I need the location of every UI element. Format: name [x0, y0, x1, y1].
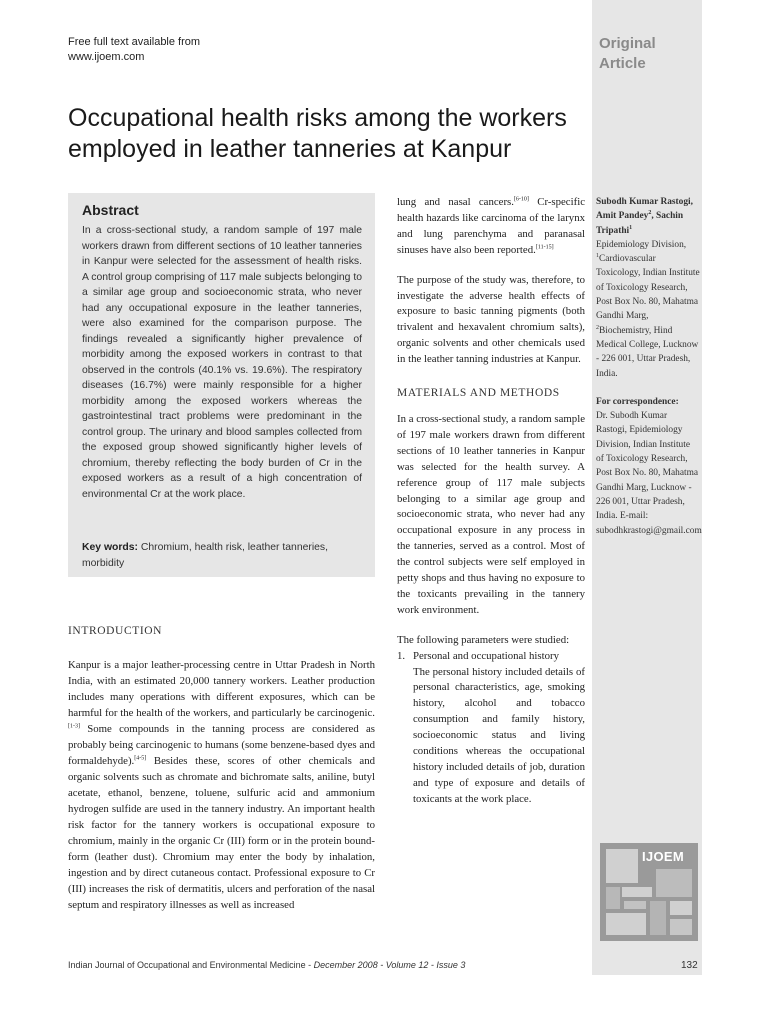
- intro-text-part: Some compounds in the tanning process are considered as probably being carcinogenic to humans (some benzene-based dyes and formaldehyde).: [68, 723, 375, 767]
- paragraph-methods: In a cross-sectional study, a random sample of 197 male workers drawn from different sections of 10 leather tanneries in Kanpur was selected for the health survey. A reference group of 117 male subjects belonging to a similar age group and socioeconomic strata, who never had any occupational exposure in any process in the tanneries, served as a control. Most of the control subjects were self employed in petty shops and thus having no exposure to the toxicants prevailing in the tannery work environment.: [397, 412, 585, 616]
- second-column: [397, 195, 585, 808]
- footer-issue: December 2008 - Volume 12 - Issue 3: [313, 960, 466, 970]
- intro-text-part: Kanpur is a major leather-processing centre in Uttar Pradesh in North India, with an estimated 20,000 tannery workers. Leather production includes many operations with different exposures, which can be harmful for the health of the workers, and particularly be carcinogenic.: [68, 659, 375, 719]
- footer-journal: Indian Journal of Occupational and Environmental Medicine -: [68, 960, 314, 970]
- free-text-line: Free full text available from: [68, 36, 201, 48]
- author-sup: 2: [648, 210, 652, 217]
- citation-ref[interactable]: [4-5]: [134, 755, 147, 762]
- affiliation-text: Biochemistry, Hind Medical College, Lucknow - 226 001, Uttar Pradesh, India.: [596, 325, 699, 379]
- text-part: Cr-specific health hazards like carcinoma of the larynx and lung parenchyma and paranasal sinuses have also been reported.: [397, 196, 585, 256]
- article-type-line1: Original: [599, 35, 656, 52]
- citation-ref[interactable]: [11-15]: [535, 244, 554, 251]
- paragraph-cancers: [397, 195, 585, 259]
- correspondence-label: For correspondence:: [596, 396, 679, 407]
- correspondence: [596, 395, 700, 538]
- authors: [596, 195, 700, 238]
- author-sup: 1: [629, 224, 633, 231]
- abstract-text: In a cross-sectional study, a random sample of 197 male workers drawn from different sections of 10 leather tanneries in Kanpur were selected for the assessment of health risks. A control group comprising of 117 male subjects belonging to a similar age group and socioeconomic strata, who never had any occupational exposure in the leather tanneries, were also examined for the comparison purpose. The findings revealed a significantly higher prevalence of morbidity among the exposed workers in contrast to that observed in the controls (40.1% vs. 19.6%). The respiratory diseases (16.7%) were mainly responsible for a higher morbidity among the exposed workers whereas the gastrointestinal tract problems were predominant in the control group. The urinary and blood samples collected from the exposed group showed significantly higher levels of chromium, thereby reflecting the body burden of Cr in the exposed workers as a result of a high concentration of environmental Cr at the work place.: [82, 225, 362, 500]
- parameters-list: [397, 649, 585, 808]
- keywords-label: Key words:: [82, 542, 139, 553]
- introduction-text: [68, 657, 375, 913]
- abstract-box: [68, 193, 375, 577]
- methods-heading: MATERIALS AND METHODS: [397, 387, 560, 400]
- journal-logo: [600, 843, 698, 941]
- intro-text-part: Besides these, scores of other chemicals and organic solvents such as chromate and bichromate salts, aniline, butyl acetate, ethanol, benzene, toluene, sulfuric acid and ammonium hydrogen sulfide are used in the tannery industry. An important health risk factor for the tannery workers is occupational exposure to chromium, mainly in the organic Cr (III) form or in the protein bound-form (leather dust). Chromium may enter the body by inhalation, ingestion and by direct cutaneous contact. Professional exposure to Cr (III) increases the risk of dermatitis, ulcers and perforation of the nasal septum and respiratory illnesses as well as increased: [68, 755, 375, 911]
- author-affiliations: [596, 195, 700, 538]
- keywords-list: Chromium, health risk, leather tanneries, morbidity: [82, 542, 329, 569]
- paragraph-purpose: The purpose of the study was, therefore, to investigate the adverse health effects of exposure to basic tanning pigments (both trivalent and hexavalent chromium salts), organic solvents and other chemicals used in the leather tanning industries at Kanpur.: [397, 273, 585, 366]
- affiliation-details: [596, 238, 700, 381]
- keywords: [82, 540, 362, 571]
- logo-text: IJOEM: [642, 849, 684, 864]
- citation-ref[interactable]: [6-10]: [513, 196, 529, 203]
- article-type-line2: Article: [599, 55, 646, 72]
- affiliation-sup: 1: [596, 253, 599, 260]
- list-item-body: The personal history included details of personal characteristics, age, smoking history, alcohol and tobacco consumption and family history, socioeconomic status and living conditions whereas the occupational history included details of job, duration and type of exposure and details of toxicants at the work place.: [413, 665, 585, 805]
- author-names-part: , Sachin Tripathi: [596, 211, 684, 236]
- citation-ref[interactable]: [1-3]: [68, 723, 80, 730]
- author-names: [596, 197, 693, 236]
- journal-footer: [68, 960, 465, 970]
- abstract-heading: Abstract: [82, 202, 139, 218]
- affiliation-text: Cardiovascular Toxicology, Indian Institute of Toxicology Research, Post Box No. 80, Mahatma Gandhi Marg,: [596, 254, 700, 322]
- correspondence-details[interactable]: Dr. Subodh Kumar Rastogi, Epidemiology Division, Indian Institute of Toxicology Research, Post Box No. 80, Mahatma Gandhi Marg, Lucknow - 226 001, Uttar Pradesh, India. E-mail: subodhkrastogi@gmail.com: [596, 411, 702, 536]
- text-part: lung and nasal cancers.: [397, 196, 514, 208]
- paragraph-parameters: The following parameters were studied:: [397, 633, 570, 646]
- journal-url-link[interactable]: www.ijoem.com: [68, 51, 145, 63]
- page-number: 132: [681, 960, 698, 971]
- article-type-label: [599, 34, 656, 74]
- affiliation-text: Epidemiology Division,: [596, 239, 687, 250]
- author-names-part: Subodh Kumar Rastogi, Amit Pandey: [596, 197, 693, 222]
- list-item-title: Personal and occupational history: [413, 649, 560, 662]
- introduction-heading: INTRODUCTION: [68, 625, 163, 637]
- article-title: Occupational health risks among the workers employed in leather tanneries at Kanpur: [68, 104, 567, 163]
- list-number: 1.: [397, 649, 406, 662]
- list-item: [397, 649, 585, 808]
- free-text-notice: [68, 35, 200, 65]
- affiliation-sup: 2: [596, 324, 599, 331]
